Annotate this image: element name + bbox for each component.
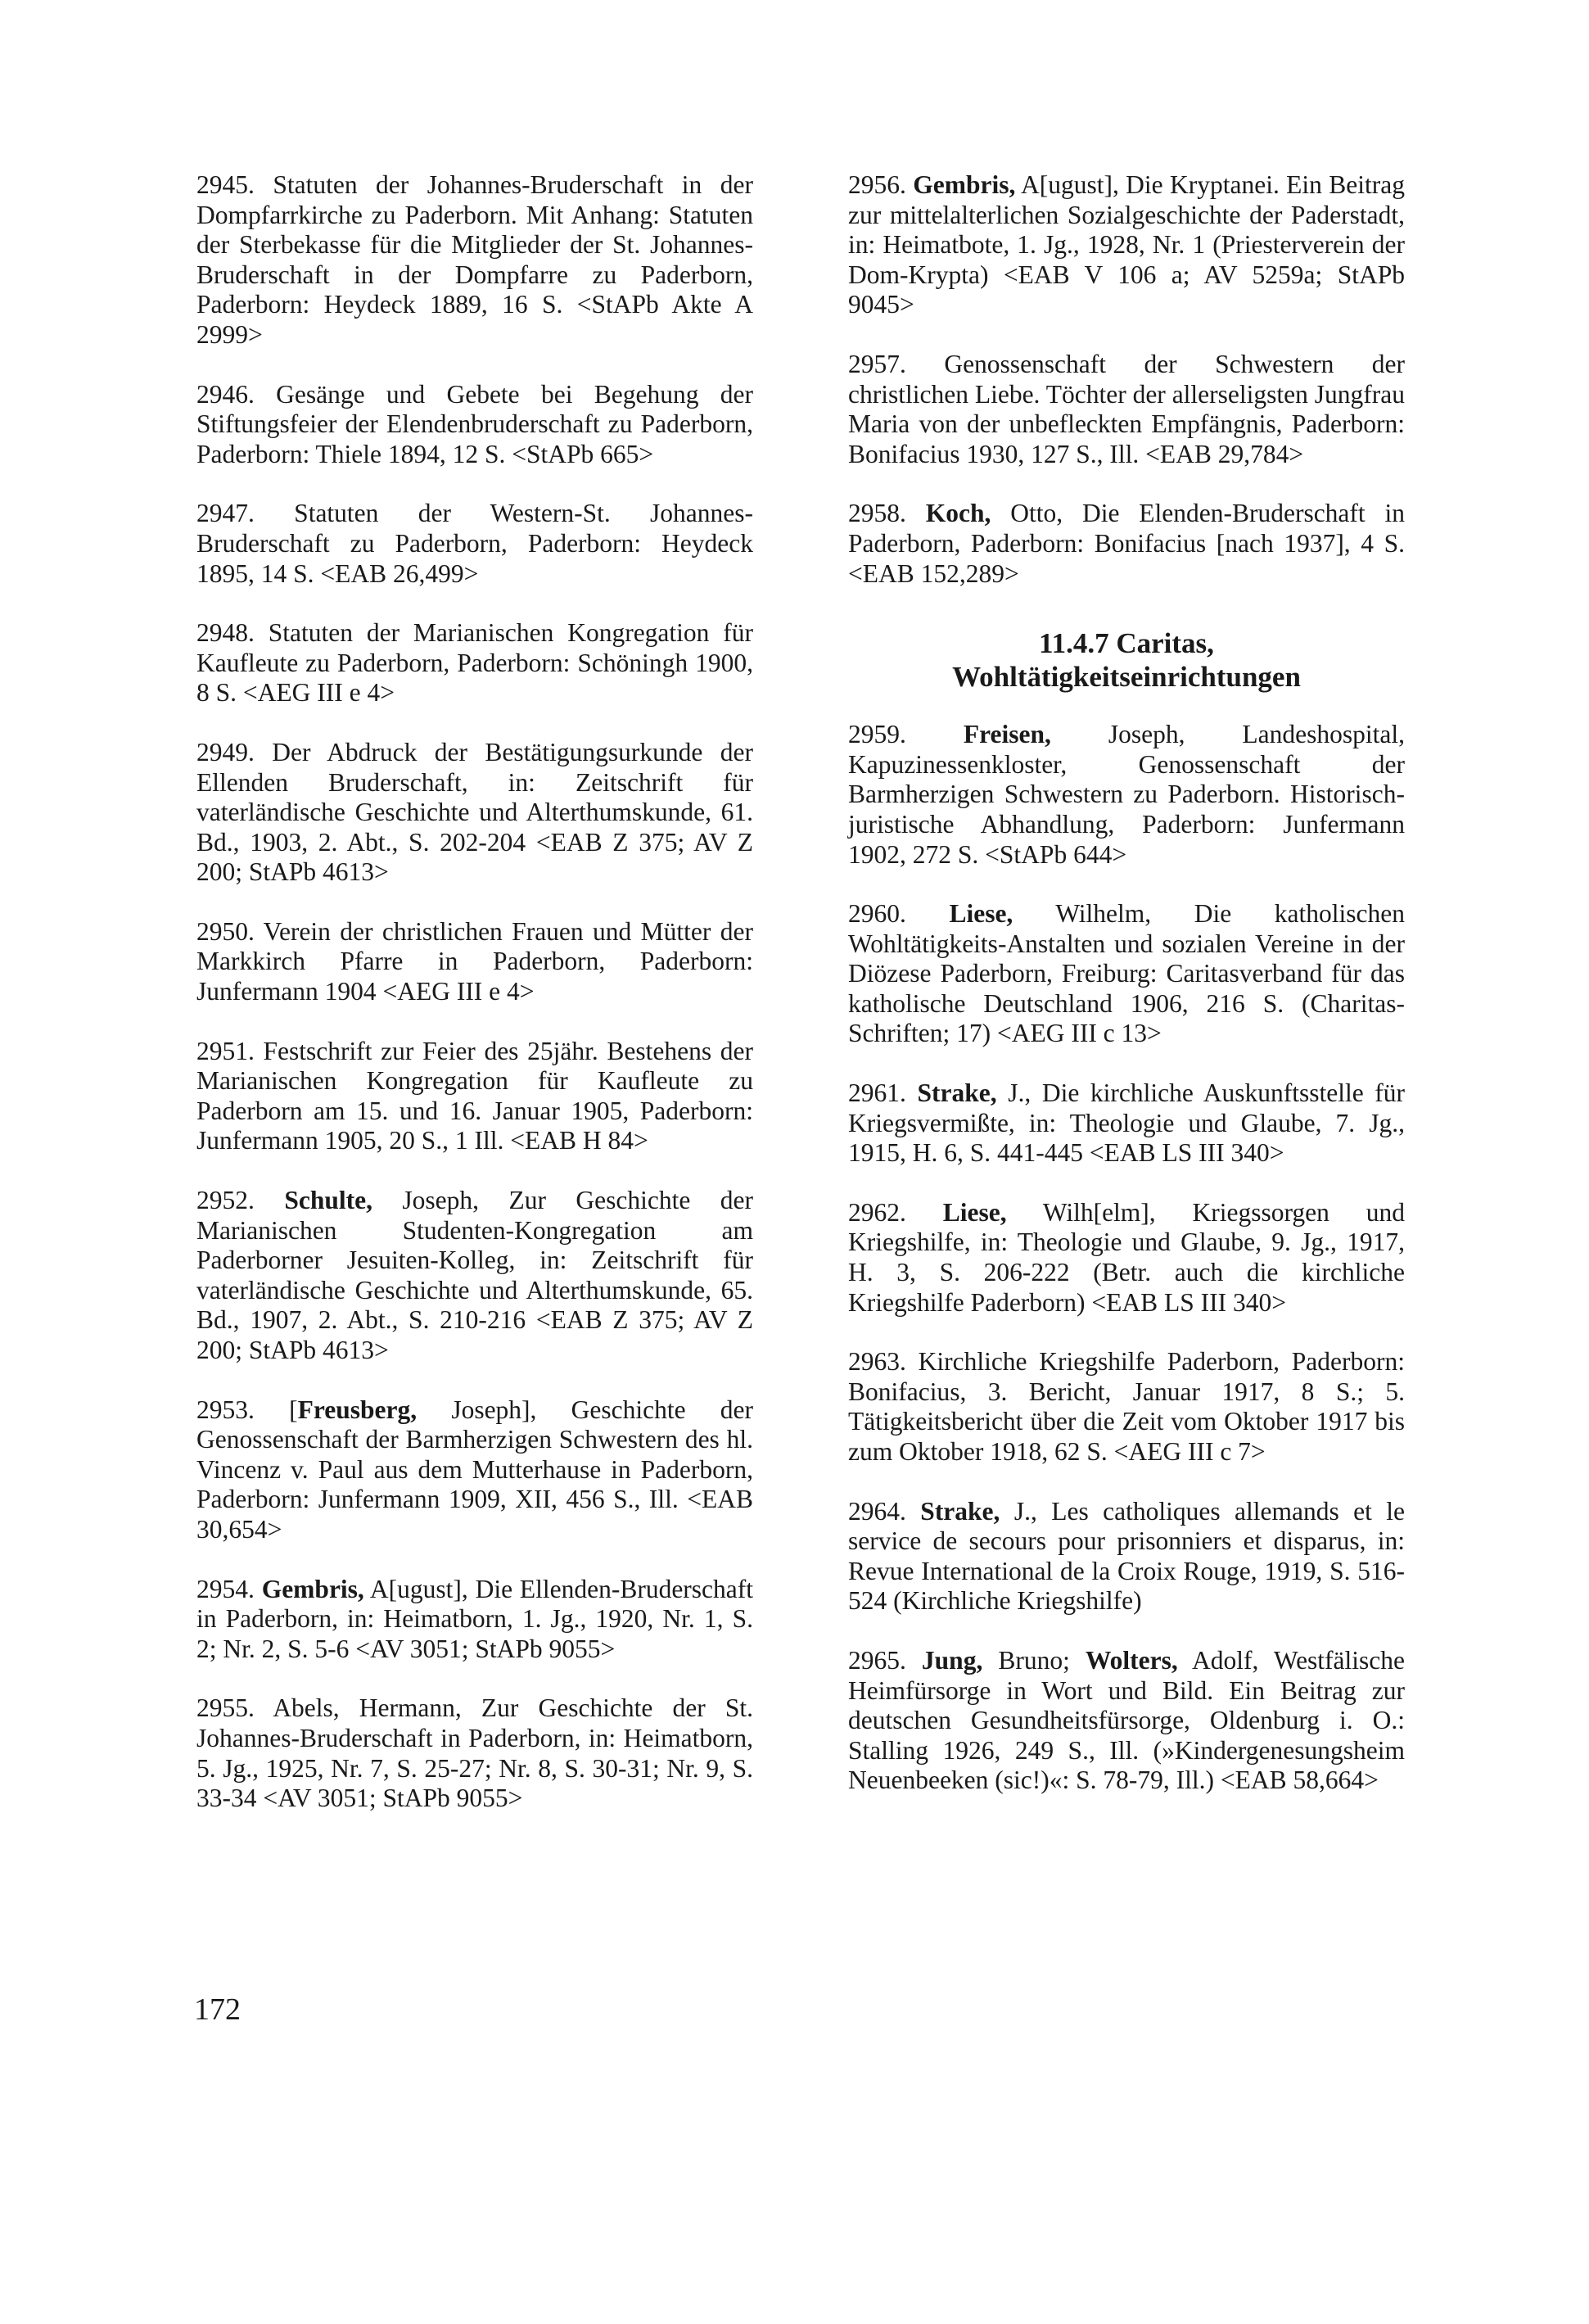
bibliography-entry-2949 — [196, 738, 753, 888]
entry-number: 2947. — [196, 499, 255, 528]
entry-text: Joseph], Geschichte der Genossenschaft der Barmherzigen Schwestern des hl. Vincenz v. Paul aus dem Mutterhause in Paderborn, Paderborn: Junfermann 1909, XII, 456 S., Ill. <EAB 30,654> — [196, 1395, 753, 1544]
entry-text: Genossenschaft der Schwestern der christlichen Liebe. Töchter der allerseligsten Jungfrau Maria von der unbefleckten Empfängnis, Paderborn: Bonifacius 1930, 127 S., Ill. <EAB 29,784> — [848, 349, 1405, 468]
entry-number: 2956. — [848, 170, 906, 199]
entry-text: Festschrift zur Feier des 25jähr. Bestehens der Marianischen Kongregation für Kaufleute zu Paderborn am 15. und 16. Januar 1905, Paderborn: Junfermann 1905, 20 S., 1 Ill. <EAB H 84> — [196, 1036, 753, 1155]
entry-author: Liese, — [949, 899, 1013, 929]
entry-number: 2963. — [848, 1347, 906, 1377]
entry-prefix — [906, 1497, 920, 1526]
entry-number: 2965. — [848, 1645, 906, 1675]
bibliography-entry-2956 — [848, 170, 1405, 320]
entry-text: Joseph, Landeshospital, Kapuzinessenkloster, Genossenschaft der Barmherzigen Schwestern zu Paderborn. Historisch-juristische Abhandlung, Paderborn: Junfermann 1902, 272 S. <StAPb 644> — [848, 720, 1405, 869]
entry-number: 2958. — [848, 499, 906, 528]
entry-number: 2959. — [848, 720, 906, 749]
entry-number: 2960. — [848, 899, 906, 929]
entry-author: Gembris, — [913, 170, 1016, 199]
entry-number: 2954. — [196, 1574, 255, 1603]
entry-prefix: [ — [254, 1395, 298, 1424]
entry-author: Gembris, — [261, 1574, 364, 1603]
entry-prefix — [255, 1575, 262, 1603]
bibliography-entry-2961 — [848, 1078, 1405, 1169]
bibliography-entry-2945 — [196, 170, 753, 350]
entry-text: Otto, Die Elenden-Bruderschaft in Paderborn, Paderborn: Bonifacius [nach 1937], 4 S. <EAB 152,289> — [848, 499, 1406, 588]
entry-number: 2948. — [196, 618, 255, 648]
bibliography-entry-2962 — [848, 1198, 1405, 1318]
bibliography-entry-2946 — [196, 380, 753, 470]
entry-number: 2957. — [848, 349, 906, 378]
entry-text: Verein der christlichen Frauen und Mütter der Markkirch Pfarre in Paderborn, Paderborn: Junfermann 1904 <AEG III e 4> — [196, 916, 753, 1006]
entry-text: A[ugust], Die Kryptanei. Ein Beitrag zur mittelalterlichen Sozialgeschichte der Paderstadt, in: Heimatbote, 1. Jg., 1928, Nr. 1 (Priesterverein der Dom-Krypta) <EAB V 106 a; AV 5259a; StAPb 9045> — [848, 170, 1405, 319]
entry-text: J., Die kirchliche Auskunftsstelle für Kriegsvermißte, in: Theologie und Glaube, 7. Jg., 1915, H. 6, S. 441-445 <EAB LS III 340> — [848, 1078, 1406, 1168]
entry-number: 2962. — [848, 1197, 906, 1227]
entry-author: Freusberg, — [297, 1395, 418, 1424]
entry-number: 2951. — [196, 1036, 255, 1065]
entry-number: 2961. — [848, 1078, 906, 1108]
entry-prefix — [906, 1078, 918, 1107]
entry-text: Statuten der Johannes-Bruderschaft in der Dompfarrkirche zu Paderborn. Mit Anhang: Statuten der Sterbekasse für die Mitglieder der St. Johannes-Bruderschaft in der Dompfarre zu Paderborn, Paderborn: Heydeck 1889, 16 S. <StAPb Akte A 2999> — [196, 170, 753, 349]
entry-text: Bruno; — [982, 1645, 1086, 1675]
left-column — [196, 170, 753, 1843]
entry-prefix — [906, 1198, 943, 1227]
entry-number: 2946. — [196, 379, 255, 409]
entry-text: Der Abdruck der Bestätigungsurkunde der Ellenden Bruderschaft, in: Zeitschrift für vaterländische Geschichte und Alterthumskunde, 61. Bd., 1903, 2. Abt., S. 202-204 <EAB Z 375; AV Z 200; StAPb 4613> — [196, 737, 753, 887]
entry-text: Joseph, Zur Geschichte der Marianischen Studenten-Kongregation am Paderborner Jesuiten-Kolleg, in: Zeitschrift für vaterländische Geschichte und Alterthumskunde, 65. Bd., 1907, 2. Abt., S. 210-216 <EAB Z 375; AV Z 200; StAPb 4613> — [196, 1186, 754, 1364]
entry-author: Schulte, — [284, 1186, 372, 1215]
bibliography-entry-2964 — [848, 1497, 1405, 1616]
entry-text: Gesänge und Gebete bei Begehung der Stiftungsfeier der Elendenbruderschaft zu Paderborn, Paderborn: Thiele 1894, 12 S. <StAPb 665> — [196, 379, 753, 468]
entry-author-2: Wolters, — [1085, 1645, 1178, 1675]
entry-number: 2945. — [196, 170, 255, 199]
bibliography-entry-2951 — [196, 1037, 753, 1156]
section-heading-line1: 11.4.7 Caritas, — [1039, 627, 1214, 660]
page-number: 172 — [194, 1992, 241, 2027]
section-heading — [848, 626, 1405, 694]
entry-author: Liese, — [942, 1197, 1007, 1227]
entry-author: Koch, — [925, 499, 991, 528]
bibliography-entry-2959 — [848, 720, 1405, 870]
entry-text: Statuten der Western-St. Johannes-Bruderschaft zu Paderborn, Paderborn: Heydeck 1895, 14 S. <EAB 26,499> — [196, 499, 753, 588]
entry-prefix — [906, 899, 950, 928]
bibliography-entry-2954 — [196, 1575, 753, 1665]
entry-prefix — [255, 1186, 284, 1214]
section-heading-line2: Wohltätigkeitseinrichtungen — [952, 661, 1301, 694]
entry-text: Wilh[elm], Kriegssorgen und Kriegshilfe, in: Theologie und Glaube, 9. Jg., 1917, H. 3, S. 206-222 (Betr. auch die kirchliche Kriegshilfe Paderborn) <EAB LS III 340> — [848, 1197, 1405, 1317]
bibliography-entry-2952 — [196, 1186, 753, 1366]
entry-number: 2950. — [196, 916, 255, 946]
entry-author: Jung, — [921, 1645, 983, 1675]
entry-prefix — [906, 720, 964, 748]
bibliography-entry-2965 — [848, 1646, 1405, 1796]
entry-text: Statuten der Marianischen Kongregation für Kaufleute zu Paderborn, Paderborn: Schöningh 1900, 8 S. <AEG III e 4> — [196, 618, 753, 708]
bibliography-entry-2960 — [848, 899, 1405, 1049]
entry-author: Strake, — [920, 1496, 1000, 1526]
entry-number: 2953. — [196, 1395, 255, 1424]
entry-prefix — [906, 170, 913, 199]
bibliography-entry-2950 — [196, 917, 753, 1007]
entry-text: A[ugust], Die Ellenden-Bruderschaft in Paderborn, in: Heimatborn, 1. Jg., 1920, Nr. 1, S. 2; Nr. 2, S. 5-6 <AV 3051; StAPb 9055> — [196, 1574, 753, 1663]
entry-text: J., Les catholiques allemands et le service de secours pour prisonniers et disparus, in: Revue International de la Croix Rouge, 1919, S. 516-524 (Kirchliche Kriegshilfe) — [848, 1496, 1406, 1616]
entry-number: 2955. — [196, 1693, 255, 1723]
bibliography-entry-2963 — [848, 1347, 1405, 1467]
entry-prefix — [906, 1646, 922, 1675]
right-column-bottom — [848, 720, 1405, 1796]
bibliography-entry-2955 — [196, 1693, 753, 1813]
right-column-top — [848, 170, 1405, 589]
bibliography-entry-2957 — [848, 350, 1405, 469]
entry-text: Kirchliche Kriegshilfe Paderborn, Paderborn: Bonifacius, 3. Bericht, Januar 1917, 8 S.; 5. Tätigkeitsbericht über die Zeit vom Oktober 1917 bis zum Oktober 1918, 62 S. <AEG III c 7> — [848, 1347, 1405, 1466]
entry-number: 2952. — [196, 1186, 255, 1215]
entry-author: Strake, — [917, 1078, 997, 1108]
entry-number: 2949. — [196, 737, 255, 766]
bibliography-entry-2948 — [196, 618, 753, 708]
bibliography-entry-2947 — [196, 499, 753, 589]
entry-author: Freisen, — [963, 720, 1051, 749]
entry-text: Wilhelm, Die katholischen Wohltätigkeits-Anstalten und sozialen Vereine in der Diözese Paderborn, Freiburg: Caritasverband für das katholische Deutschland 1906, 216 S. (Charitas-Schriften; 17) <AEG III c 13> — [848, 899, 1405, 1048]
bibliography-entry-2953 — [196, 1395, 753, 1545]
entry-text: Abels, Hermann, Zur Geschichte der St. Johannes-Bruderschaft in Paderborn, in: Heimatborn, 5. Jg., 1925, Nr. 7, S. 25-27; Nr. 8, S. 30-31; Nr. 9, S. 33-34 <AV 3051; StAPb 9055> — [196, 1693, 753, 1813]
bibliography-entry-2958 — [848, 499, 1405, 589]
entry-number: 2964. — [848, 1496, 906, 1526]
entry-text-2: Adolf, Westfälische Heimfürsorge in Wort und Bild. Ein Beitrag zur deutschen Gesundheitsfürsorge, Oldenburg i. O.: Stalling 1926, 249 S., Ill. (»Kindergenesungsheim Neuenbeeken (sic!)«: S. 78-79, Ill.) <EAB 58,664> — [848, 1645, 1406, 1795]
entry-prefix — [906, 499, 926, 527]
right-column — [848, 170, 1405, 1825]
